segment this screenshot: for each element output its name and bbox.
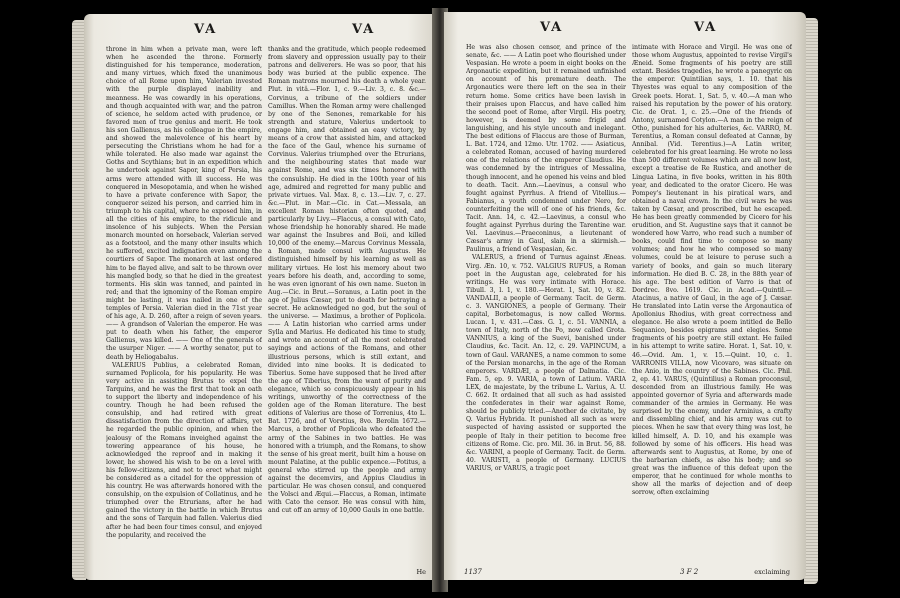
right-catchword: exclaiming	[754, 568, 790, 576]
left-col2-text: thanks and the gratitude, which people redeemed from slavery and oppression usually pay to their patrons and deliverers. He was so poor, that his body was buried at the public expence. The Roman matrons mourned his death a whole year. Plut. in vitâ.—Flor. 1, c. 9.—Liv. 3, c. 8. &c.—Corvinus, a tribune of the soldiers under Camillus. When the Roman army were challenged by one of the Senones, remarkable for his strength and stature, Valerius undertook to engage him, and obtained an easy victory, by means of a crow that assisted him, and attacked the face of the Gaul, whence his surname of Corvinus. Valerius triumphed over the Etrurians, and the neighbouring states that made war against Rome, and was six times honored with the consulship. He died in the 100th year of his age, admired and regretted for many public and private virtues. Val. Max. 8, c. 13.—Liv. 7, c. 27. &c.—Plut. in Mar.—Cic. in Cat.—Messala, an excellent Roman historian often quoted, and particularly by Livy.—Flaccus, a consul with Cato, whose friendship he honorably shared. He made war against the Insubres and Boii, and killed 10,000 of the enemy.—Marcus Corvinus Messala, a Roman, made consul with Augustus. He distinguished himself by his learning as well as military virtues. He lost his memory about two years before his death, and, according to some, he was even ignorant of his own name. Sueton in Aug.—Cic. in Brut.—Soranus, a Latin poet in the age of Julius Cæsar, put to death for betraying a secret. He acknowledged no god, but the soul of the universe. — Maximus, a brother of Poplicola. —— A Latin historian who carried arms under Sylla and Marius. He dedicated his time to study, and wrote an account of all the most celebrated sayings and actions of the Romans, and other illustrious persons, which is still extant, and divided into nine books. It is dedicated to Tiberius. Some have supposed that he lived after the age of Tiberius, from the want of purity and elegance, which so conspicuously appear in his writings, unworthy of the correctness of the golden age of the Roman literature. The best editions of Valerius are those of Torrenius, 4to L. Bat. 1726, and of Vorstius, 8vo. Berolin 1672.—Marcus, a brother of Poplicola who defeated the army of the Sabines in two battles. He was honored with a triumph, and the Romans, to show the sense of his great merit, built him a house on mount Palatine, at the public expence.—Potitus, a general who stirred up the people and army against the decemvirs, and Appius Claudius in particular. He was chosen consul, and conquered the Volsci and Æqui.—Flaccus, a Roman, intimate with Cato the censor. He was consul with him, and cut off an army of 10,000 Gauls in one battle.	[268, 46, 426, 515]
right-column-2	[632, 44, 792, 572]
right-col1-entries: VALERUS, a friend of Turnus against Æneas. Virg. Æn. 10, v. 752. VALGIUS RUFUS, a Roman poet in the Augustan age, celebrated for his writings. He was very intimate with Horace. Tibull. 3, l. 1, v. 180.—Horat. 1, Sat. 10, v. 82. VANDALII, a people of Germany. Tacit. de Germ. c. 3. VANGIONES, a people of Germany. Their capital, Borbetomagus, is now called Worms. Lucan. 1, v. 431.—Cæs. G. 1, c. 51. VANNIA, a town of Italy, north of the Po, now called Grota. VANNIUS, a king of the Suevi, banished under Claudius, &c. Tacit. An. 12, c. 29. VAPINCUM, a town of Gaul. VARANES, a name common to some of the Persian monarchs, in the age of the Roman emperors. VARDÆI, a people of Dalmatia. Cic. Fam. 5, ep. 9. VARIA, a town of Latium. VARIA LEX, de majestate, by the tribune L. Varius, A. U. C. 662. It ordained that all such as had assisted the confederates in their war against Rome, should be publicly tried.—Another de civitate, by Q. Varius Hybrida. It punished all such as were suspected of having assisted or supported the people of Italy in their petition to become free citizens of Rome. Cic. pro. Mil. 36. in Brut. 56, 88. &c. VARINI, a people of Germany. Tacit. de Germ. 40. VARISTI, a people of Germany. LUCIUS VARIUS, or VARUS, a tragic poet	[466, 254, 626, 472]
left-column-1	[106, 46, 262, 576]
left-col1-entry-valerius: VALERIUS Publius, a celebrated Roman, surnamed Poplicola, for his popularity. He was very active in assisting Brutus to expel the Tarquins, and he was the first that took an oath to support the liberty and independence of his country. Though he had been refused the consulship, and had retired with great dissatisfaction from the direction of affairs, yet he regarded the public opinion, and when the jealousy of the Romans inveighed against the towering appearance of his house, he acknowledged the reproof and in making it lower, he showed his wish to be on a level with his fellow-citizens, and not to erect what might be considered as a citadel for the oppression of his country. He was afterwards honored with the consulship, on the expulsion of Collatinus, and he triumphed over the Etrurians, after he had gained the victory in the battle in which Brutus and the sons of Tarquin had fallen. Valerius died after he had been four times consul, and enjoyed the popularity, and received the	[106, 361, 262, 539]
left-headword-2: VA	[352, 22, 376, 37]
right-col2-text: intimate with Horace and Virgil. He was one of those whom Augustus, appointed to revise Virgil's Æneid. Some fragments of his poetry are still extant. Besides tragedies, he wrote a panegyric on the emperor. Quintilian says, 1. 10. that his Thyestes was equal to any composition of the Greek poets. Horat. 1, Sat. 5, v. 40.—A man who raised his reputation by the power of his oratory. Cic. de Orat. 1, c. 25.—One of the friends of Antony, surnamed Cotylon.—A man in the reign of Otho, punished for his adulteries, &c. VARRO, M. Terentius, a Roman consul defeated at Cannæ, by Annibal. (Vid. Terentius.)—A Latin writer, celebrated for his great learning. He wrote no less than 500 different volumes which are all now lost, except a treatise de Re Rustica, and another de Lingua Latina, in five books, written in his 80th year, and dedicated to the orator Cicero. He was Pompey's lieutenant in his piratical wars, and obtained a naval crown. In the civil wars he was taken by Cæsar, and proscribed, but he escaped. He has been greatly commended by Cicero for his erudition, and St. Augustine says that it cannot be wondered how Varro, who read such a number of books, could find time to compose so many volumes; and how he who composed so many volumes, could be at leisure to peruse such a variety of books, and gain so much literary information. He died B. C. 28, in the 88th year of his age. The best edition of Varro is that of Dordrec. 8vo. 1619. Cic. in Acad.—Quintil.—Atacinus, a native of Gaul, in the age of J. Cæsar. He translated into Latin verse the Argonautica of Apollonius Rhodius, with great correctness and elegance. He also wrote a poem intitled de Bello Sequanico, besides epigrams and elegies. Some fragments of his poetry are still extant. He failed in his attempt to write satire. Horat. 1, Sat. 10, v. 46.—Ovid. Am. 1, v. 15.—Quint. 10, c. 1. VARRONIS VILLA, now Vicovaro, was situate on the Anio, in the country of the Sabines. Cic. Phil. 2, ep. 41. VARUS, (Quintilius) a Roman proconsul, descended from an illustrious family. He was appointed governor of Syria and afterwards made commander of the armies in Germany. He was surprised by the enemy, under Arminius, a crafty and dissembling chief, and his army was cut to pieces. When he saw that every thing was lost, he killed himself, A. D. 10, and his example was followed by some of his officers. His head was afterwards sent to Augustus, at Rome, by one of the barbarian chiefs, as also his body; and so great was the influence of this defeat upon the emperor, that he continued for whole months to show all the marks of dejection and of deep sorrow, often exclaiming	[632, 44, 792, 497]
right-headword-1: VA	[540, 20, 564, 35]
left-column-2	[268, 46, 426, 576]
page-mark: 1137	[464, 568, 482, 576]
right-column-1	[466, 44, 626, 572]
left-catchword: He	[416, 568, 426, 576]
signature-mark: 3 F 2	[680, 568, 699, 576]
right-col1-text: He was also chosen censor, and prince of the senate, &c. —— A Latin poet who flourished under Vespasian. He wrote a poem in eight books on the Argonautic expedition, but it remained unfinished on account of his premature death. The Argonautics were there left on the sea in their return home. Some critics have been lavish in their praises upon Flaccus, and have called him the second poet of Rome, after Virgil. His poetry, however, is deemed by some frigid and languishing, and his style uncouth and inelegant. The best editions of Flaccus are those of Burman, L. Bat. 1724, and 12mo. Utr. 1702. —— Asiaticus, a celebrated Roman, accused of having murdered one of the relations of the emperor Claudius. He was condemned by the intrigues of Messalina, though innocent, and he opened his veins and bled to death. Tacit. Ann.—Laevinus, a consul who fought against Pyrrhus. A friend of Vitellius.—Fabianus, a youth condemned under Nero, for counterfeiting the will of one of his friends, &c. Tacit. Ann. 14, c. 42.—Laevinus, a consul who fought against Pyrrhus during the Tarentine war. Vel. Laevinus.—Praeconinus, a lieutenant of Cæsar's army in Gaul, slain in a skirmish.—Paulinus, a friend of Vespasian, &c.	[466, 44, 626, 254]
right-page	[444, 12, 806, 580]
left-page	[84, 14, 436, 580]
left-headword-1: VA	[194, 22, 218, 37]
right-page-edges	[804, 18, 818, 584]
right-headword-2: VA	[694, 20, 718, 35]
left-col1-text: throne in him when a private man, were left when he ascended the throne. Formerly distinguished for his temperance, moderation, and many virtues, which fixed the unanimous choice of all Rome upon him, Valerian invested with the purple displayed inability and meanness. He was cowardly in his operations, and though acquainted with war, and the patron of science, he seldom acted with prudence, or favored men of true genius and merit. He took his son Gallienus, as his colleague in the empire, and showed the malevolence of his heart by persecuting the Christians whom he had for a while tolerated. He also made war against the Goths and Scythians; but in an expedition which he undertook against Sapor, king of Persia, his arms were attended with ill success. He was conquered in Mesopotamia, and when he wished to have a private conference with Sapor, the conqueror seized his person, and carried him in triumph to his capital, where he exposed him, in all the cities of his empire, to the ridicule and insolence of his subjects. When the Persian monarch mounted on horseback, Valerian served as a footstool, and the many other insults which he suffered, excited indignation even among the courtiers of Sapor. The monarch at last ordered him to be flayed alive, and salt to be thrown over his mangled body, so that he died in the greatest torments. His skin was tanned, and painted in red; and that the ignominy of the Roman empire might be lasting, it was nailed in one of the temples of Persia. Valerian died in the 71st year of his age, A. D. 260, after a reign of seven years. —— A grandson of Valerian the emperor. He was put to death when his father, the emperor Gallienus, was killed. —— One of the generals of the usurper Niger. —— A worthy senator, put to death by Heliogabalus.	[106, 46, 262, 361]
